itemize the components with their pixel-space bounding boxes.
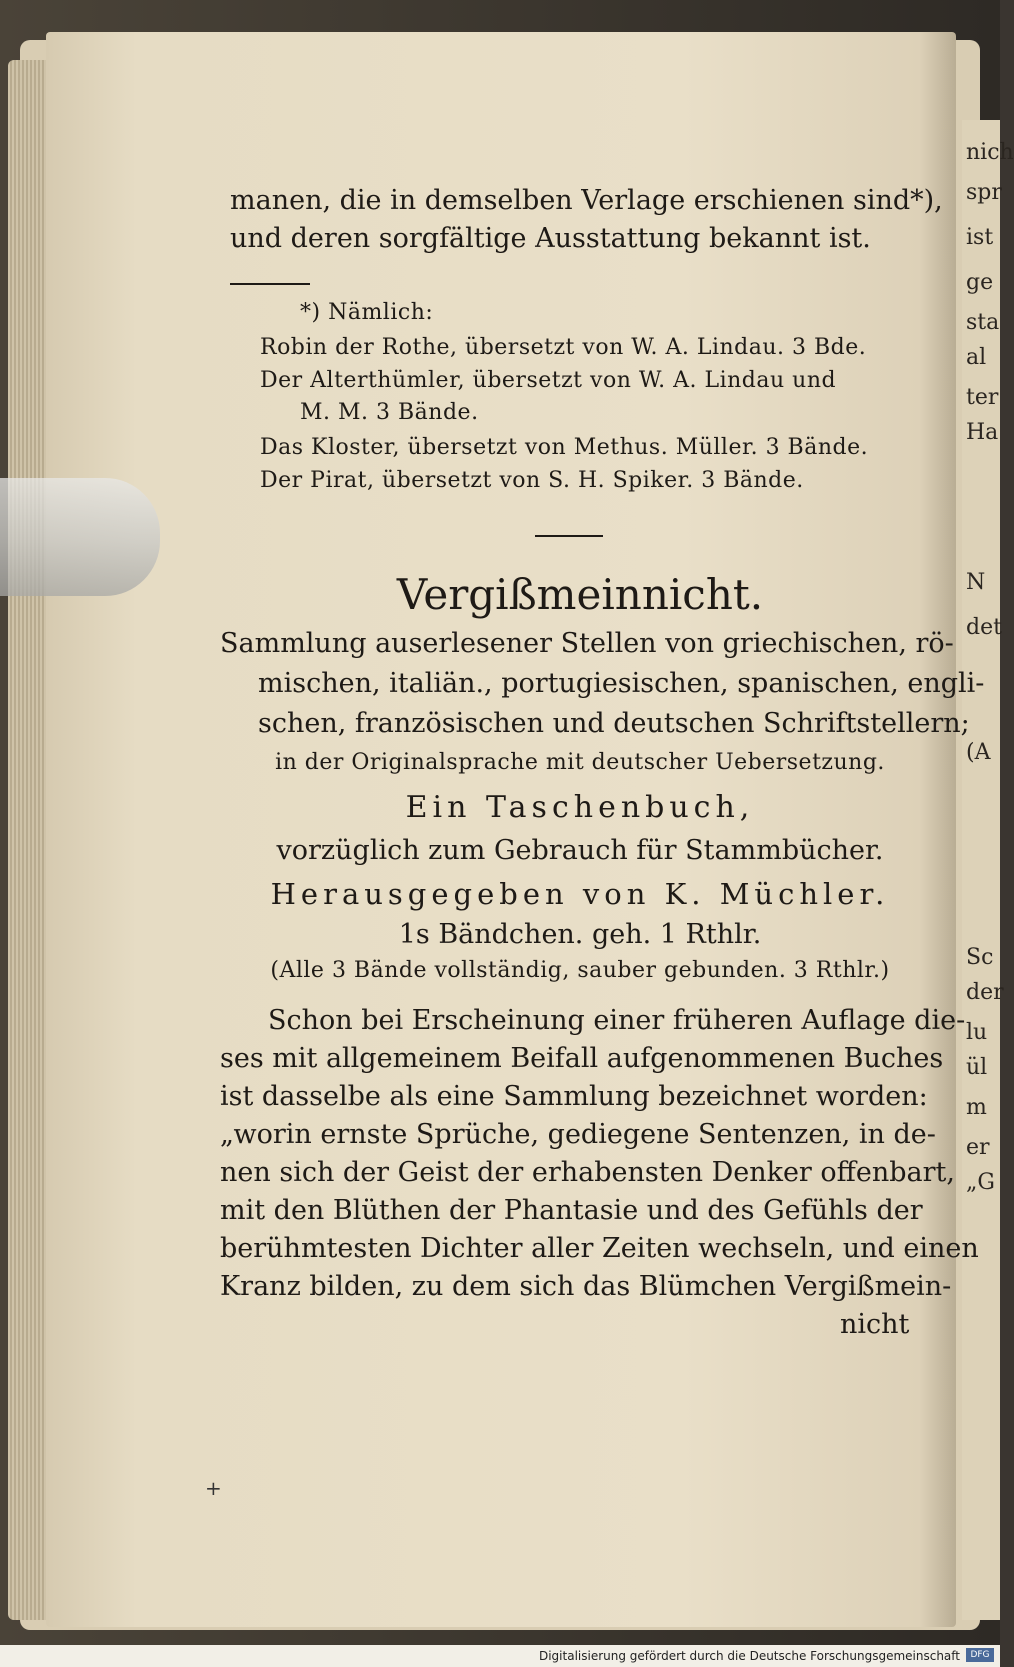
paragraph-line: Kranz bilden, zu dem sich das Blümchen Vergißmein- — [220, 1271, 952, 1302]
facing-page-fragment: der — [966, 980, 1004, 1005]
subtitle-line: schen, französischen und deutschen Schriftstellern; — [258, 708, 970, 739]
facing-page-fragment: Ha — [966, 420, 999, 445]
page-edges — [8, 60, 48, 1620]
footnote-rule — [230, 283, 310, 285]
footnote-item: Robin der Rothe, übersetzt von W. A. Lindau. 3 Bde. — [260, 335, 867, 360]
footnote-item: M. M. 3 Bände. — [300, 400, 479, 425]
paragraph-line: nen sich der Geist der erhabensten Denker offenbart, — [220, 1157, 955, 1188]
margin-mark: + — [205, 1476, 222, 1500]
paragraph-line: berühmtesten Dichter aller Zeiten wechseln, und einen — [220, 1233, 979, 1264]
facing-page-fragment: al — [966, 345, 987, 370]
subtitle-line: Sammlung auserlesener Stellen von griechischen, rö- — [220, 628, 954, 659]
section-rule — [535, 535, 603, 537]
facing-page-fragment: det — [966, 615, 1002, 640]
book-editor: Herausgegeben von K. Müchler. — [270, 877, 890, 911]
facing-page-fragment: sta — [966, 310, 1000, 335]
paragraph-line: mit den Blüthen der Phantasie und des Gefühls der — [220, 1195, 923, 1226]
paragraph-line: ist dasselbe als eine Sammlung bezeichnet worden: — [220, 1081, 928, 1112]
bookmark-clip — [0, 478, 160, 596]
catchword: nicht — [840, 1309, 910, 1340]
facing-page-fragment: ter — [966, 385, 999, 410]
subtitle-line: mischen, italiän., portugiesischen, spanischen, engli- — [258, 668, 985, 699]
footnote-item: Der Pirat, übersetzt von S. H. Spiker. 3 Bände. — [260, 468, 804, 493]
facing-page-fragment: spr — [966, 180, 1002, 205]
facing-page-fragment: ist — [966, 225, 994, 250]
book-purpose: vorzüglich zum Gebrauch für Stammbücher. — [276, 835, 884, 866]
book-page — [46, 32, 956, 1627]
facing-page — [962, 120, 1014, 1620]
facing-page-fragment: Sc — [966, 945, 994, 970]
facing-page-fragment: m — [966, 1095, 987, 1120]
digitization-footer — [0, 1645, 1000, 1667]
dfg-logo: DFG — [966, 1648, 994, 1662]
footer-text: Digitalisierung gefördert durch die Deutsche Forschungsgemeinschaft — [538, 1649, 960, 1663]
facing-page-fragment: lu — [966, 1020, 988, 1045]
book-price-note: (Alle 3 Bände vollständig, sauber gebunden. 3 Rthlr.) — [270, 958, 890, 983]
facing-page-fragment: „G — [966, 1170, 995, 1195]
footnote-item: Das Kloster, übersetzt von Methus. Müller. 3 Bände. — [260, 435, 869, 460]
book-title: Vergißmeinnicht. — [396, 570, 764, 619]
facing-page-fragment: N — [966, 570, 986, 595]
facing-page-fragment: ül — [966, 1055, 988, 1080]
book-price: 1s Bändchen. geh. 1 Rthlr. — [398, 919, 762, 950]
footnote-intro: *) Nämlich: — [300, 300, 434, 325]
subtitle-line: in der Originalsprache mit deutscher Uebersetzung. — [275, 750, 885, 775]
text-line-2: und deren sorgfältige Ausstattung bekannt ist. — [230, 223, 871, 254]
facing-page-fragment: nich — [966, 140, 1014, 165]
paragraph-line: ses mit allgemeinem Beifall aufgenommenen Buches — [220, 1043, 944, 1074]
paragraph-line: „worin ernste Sprüche, gediegene Sentenzen, in de- — [220, 1119, 936, 1150]
text-line-1: manen, die in demselben Verlage erschienen sind*), — [230, 185, 943, 216]
facing-page-fragment: (A — [966, 740, 991, 765]
footnote-item: Der Alterthümler, übersetzt von W. A. Lindau und — [260, 368, 837, 393]
book-type: Ein Taschenbuch, — [405, 790, 755, 825]
paragraph-line: Schon bei Erscheinung einer früheren Auflage die- — [268, 1005, 966, 1036]
facing-page-fragment: ge — [966, 270, 994, 295]
facing-page-fragment: er — [966, 1135, 990, 1160]
